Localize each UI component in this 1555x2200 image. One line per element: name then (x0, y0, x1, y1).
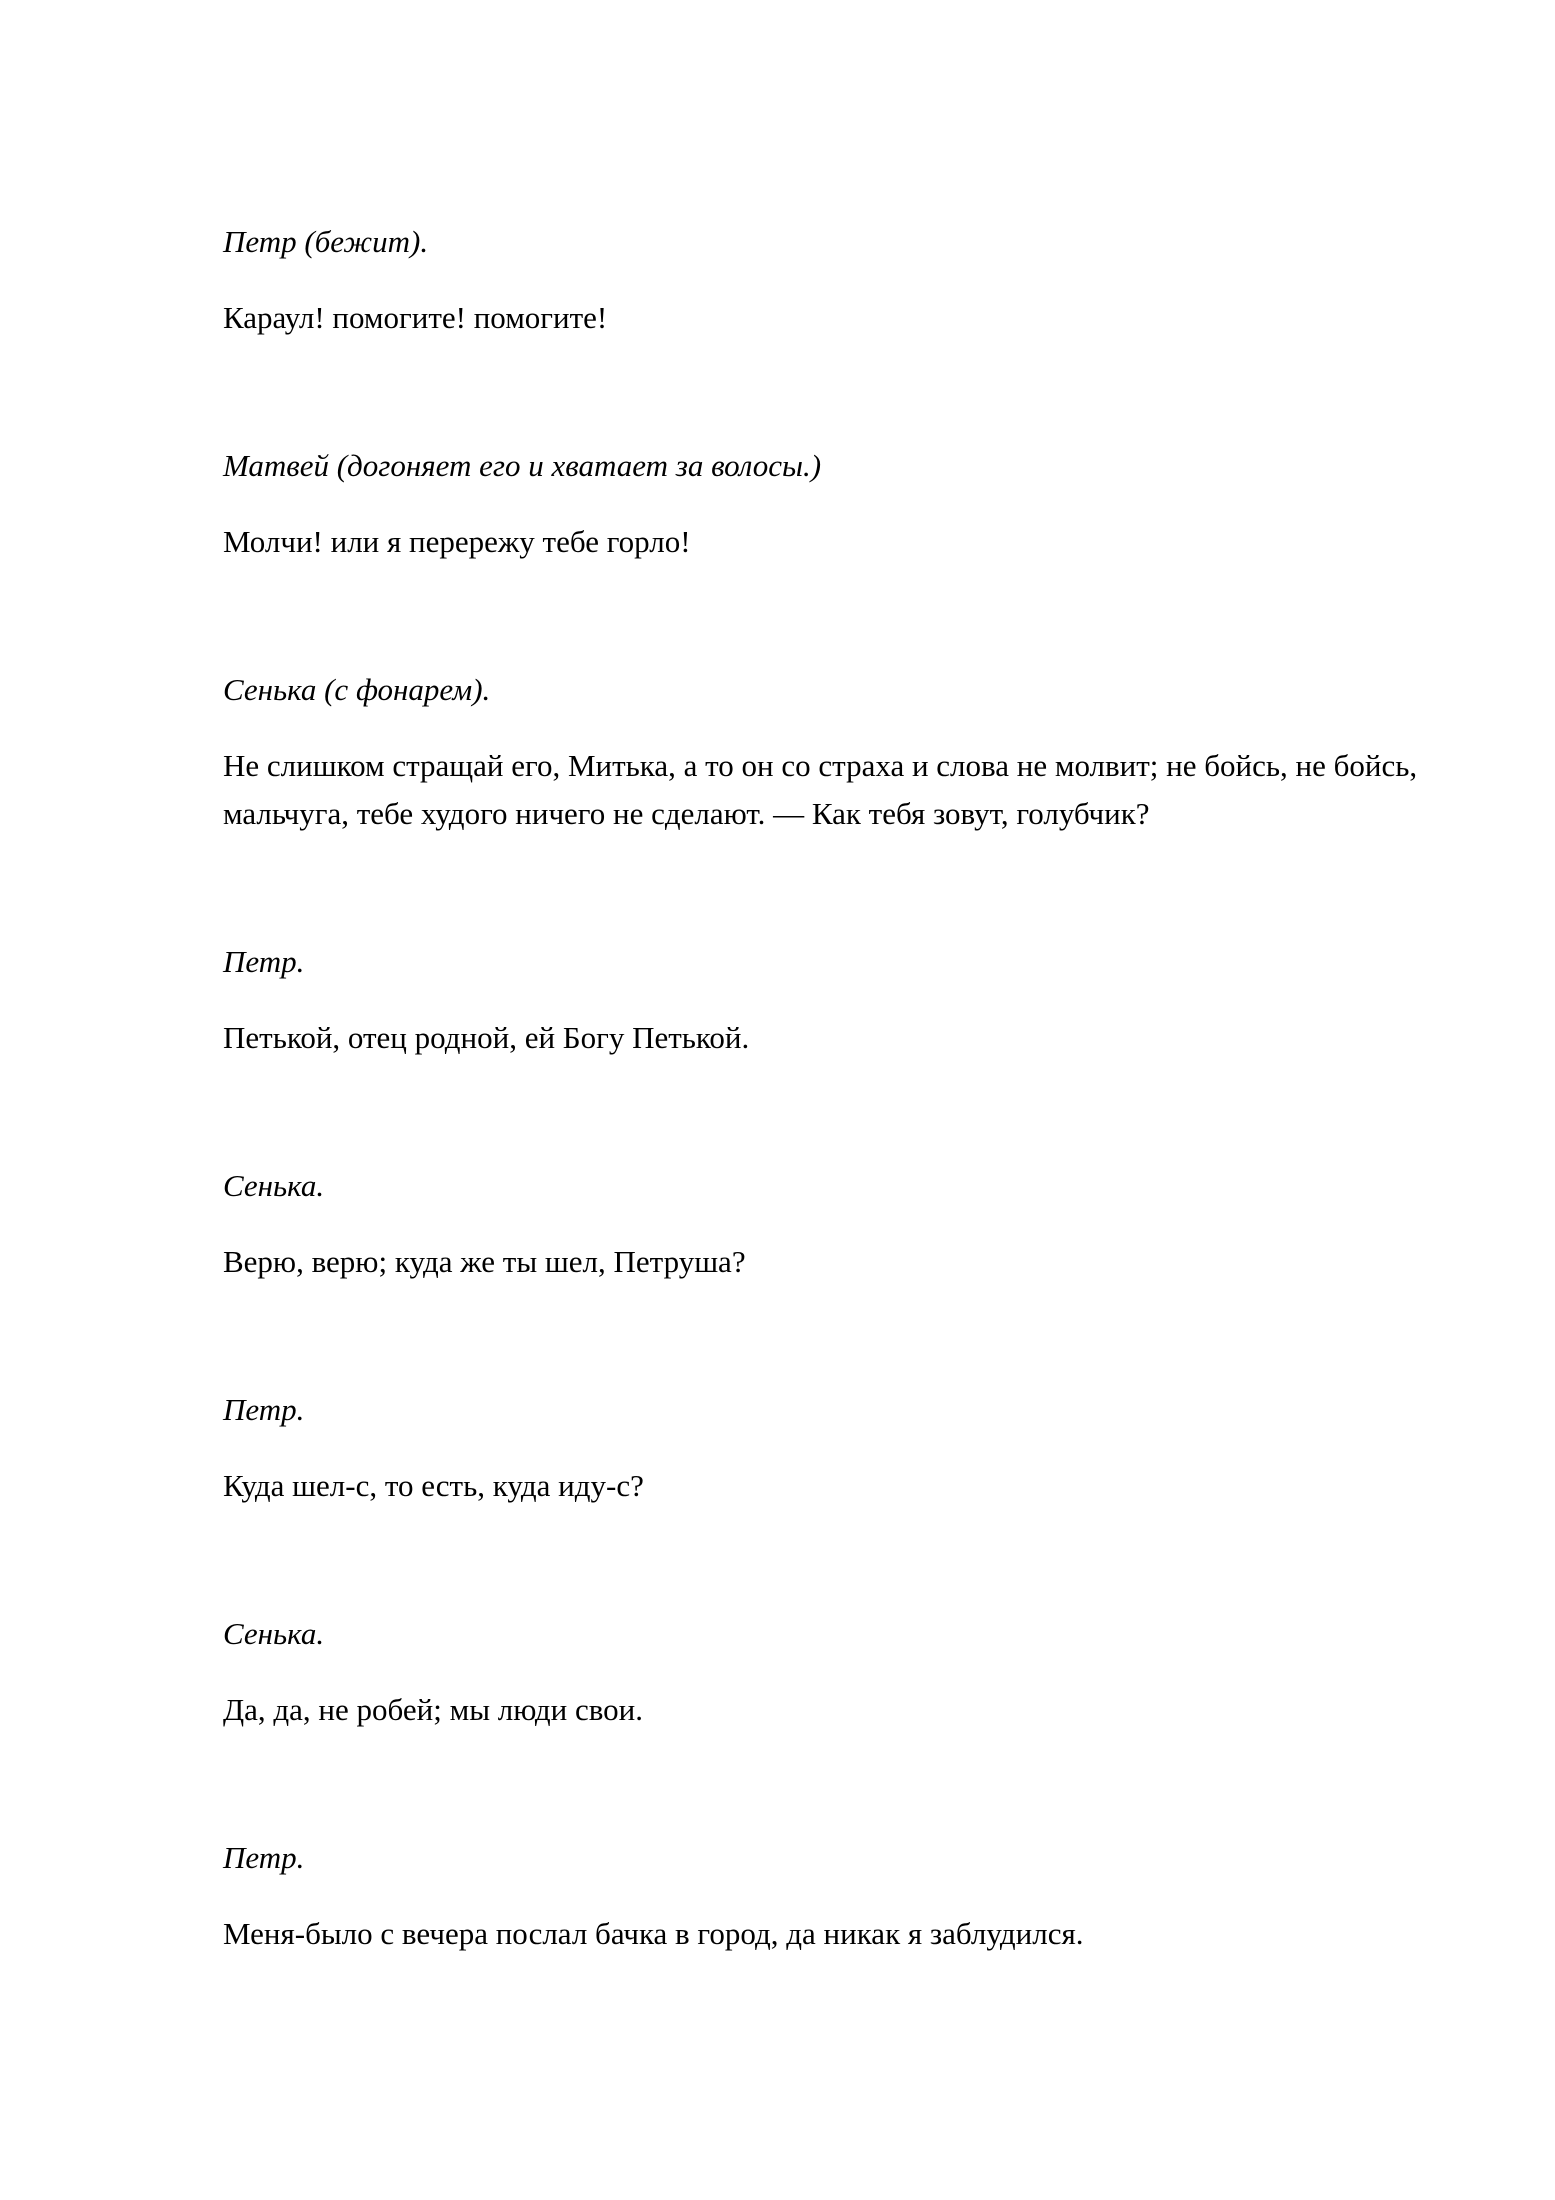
speaker-name: Петр (бежит). (223, 224, 429, 259)
speaker-name: Сенька (с фонарем). (223, 672, 491, 707)
speaker-name: Сенька. (223, 1616, 325, 1651)
speaker-name: Петр. (223, 944, 305, 979)
dialogue-block (223, 1834, 1448, 1958)
dialogue-block (223, 1610, 1448, 1734)
speaker-name: Матвей (догоняет его и хватает за волосы.) (223, 448, 822, 483)
dialogue-block (223, 1386, 1448, 1510)
dialogue-line: Не слишком стращай его, Митька, а то он со страха и слова не молвит; не бойсь, не бойсь, мальчуга, тебе худого ничего не сделают. — Как тебя зовут, голубчик? (223, 748, 1418, 831)
dialogue-line: Молчи! или я перережу тебе горло! (223, 524, 691, 559)
dialogue-line: Караул! помогите! помогите! (223, 300, 608, 335)
speaker-name: Сенька. (223, 1168, 325, 1203)
dialogue-line: Куда шел-с, то есть, куда иду-с? (223, 1468, 644, 1503)
dialogue-block (223, 1162, 1448, 1286)
play-text (223, 218, 1448, 1958)
dialogue-block (223, 938, 1448, 1062)
dialogue-line: Верю, верю; куда же ты шел, Петруша? (223, 1244, 746, 1279)
dialogue-line: Петькой, отец родной, ей Богу Петькой. (223, 1020, 750, 1055)
dialogue-block (223, 666, 1448, 838)
dialogue-line: Меня-было с вечера послал бачка в город, да никак я заблудился. (223, 1916, 1084, 1951)
dialogue-block (223, 218, 1448, 342)
speaker-name: Петр. (223, 1840, 305, 1875)
speaker-name: Петр. (223, 1392, 305, 1427)
dialogue-line: Да, да, не робей; мы люди свои. (223, 1692, 643, 1727)
dialogue-block (223, 442, 1448, 566)
